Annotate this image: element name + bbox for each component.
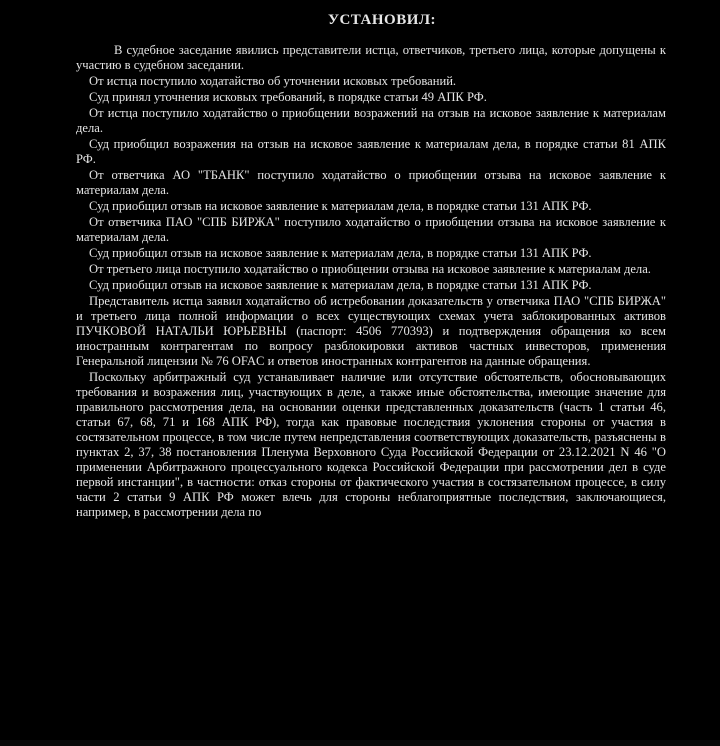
paragraph: Поскольку арбитражный суд устанавливает наличие или отсутствие обстоятельств, обосновывающих требования и возражения лиц, участвующих в деле, а также иные обстоятельства, имеющие значение для правильного рассмотрения дела, на основании оценки представленных доказательств (часть 1 статьи 46, статьи 67, 68, 71 и 168 АПК РФ), тогда как правовые последствия уклонения стороны от участия в состязательном процессе, в том числе путем непредставления соответствующих доказательств, разъяснены в пунктах 2, 37, 38 постановления Пленума Верховного Суда Российской Федерации от 23.12.2021 N 46 "О применении Арбитражного процессуального кодекса Российской Федерации при рассмотрении дел в суде первой инстанции", в частности: отказ стороны от фактического участия в состязательном процессе, в силу части 2 статьи 9 АПК РФ может влечь для стороны неблагоприятные последствия, заключающиеся, например, в рассмотрении дела по <box>76 370 666 519</box>
paragraph: От ответчика АО "ТБАНК" поступило ходатайство о приобщении отзыва на исковое заявление к материалам дела. <box>76 168 666 198</box>
paragraph: Суд принял уточнения исковых требований, в порядке статьи 49 АПК РФ. <box>89 90 487 105</box>
viewer-bottom-edge <box>0 740 720 746</box>
paragraph: От истца поступило ходатайство об уточнении исковых требований. <box>89 74 457 88</box>
paragraph: От ответчика ПАО "СПБ БИРЖА" поступило ходатайство о приобщении отзыва на исковое заявление к материалам дела. <box>76 215 666 245</box>
paragraph: Суд приобщил возражения на отзыв на исковое заявление к материалам дела, в порядке статьи 81 АПК РФ. <box>76 137 666 167</box>
paragraph: От третьего лица поступило ходатайство о приобщении отзыва на исковое заявление к материалам дела. <box>89 262 651 277</box>
paragraph: Суд приобщил отзыв на исковое заявление к материалам дела, в порядке статьи 131 АПК РФ. <box>89 278 592 293</box>
paragraph: Суд приобщил отзыв на исковое заявление к материалам дела, в порядке статьи 131 АПК РФ. <box>89 199 592 214</box>
paragraph: Суд приобщил отзыв на исковое заявление к материалам дела, в порядке статьи 131 АПК РФ. <box>89 246 592 261</box>
paragraph: В судебное заседание явились представители истца, ответчиков, третьего лица, которые допущены к участию в судебном заседании. <box>76 43 666 72</box>
section-heading: УСТАНОВИЛ: <box>327 12 437 28</box>
document-page <box>76 10 666 740</box>
paragraph: От истца поступило ходатайство о приобщении возражений на отзыв на исковое заявление к материалам дела. <box>76 106 666 136</box>
paragraph: Представитель истца заявил ходатайство об истребовании доказательств у ответчика ПАО "СПБ БИРЖА" и третьего лица полной информации о всех существующих схемах учета заблокированных активов ПУЧКОВОЙ НАТАЛЬИ ЮРЬЕВНЫ (паспорт: 4506 770393) и подтверждения обращения ко всем иностранным контрагентам по вопросу разблокировки активов частных инвесторов, применения Генеральной лицензии № 76 OFAC и ответов иностранных контрагентов на данные обращения. <box>76 294 666 369</box>
